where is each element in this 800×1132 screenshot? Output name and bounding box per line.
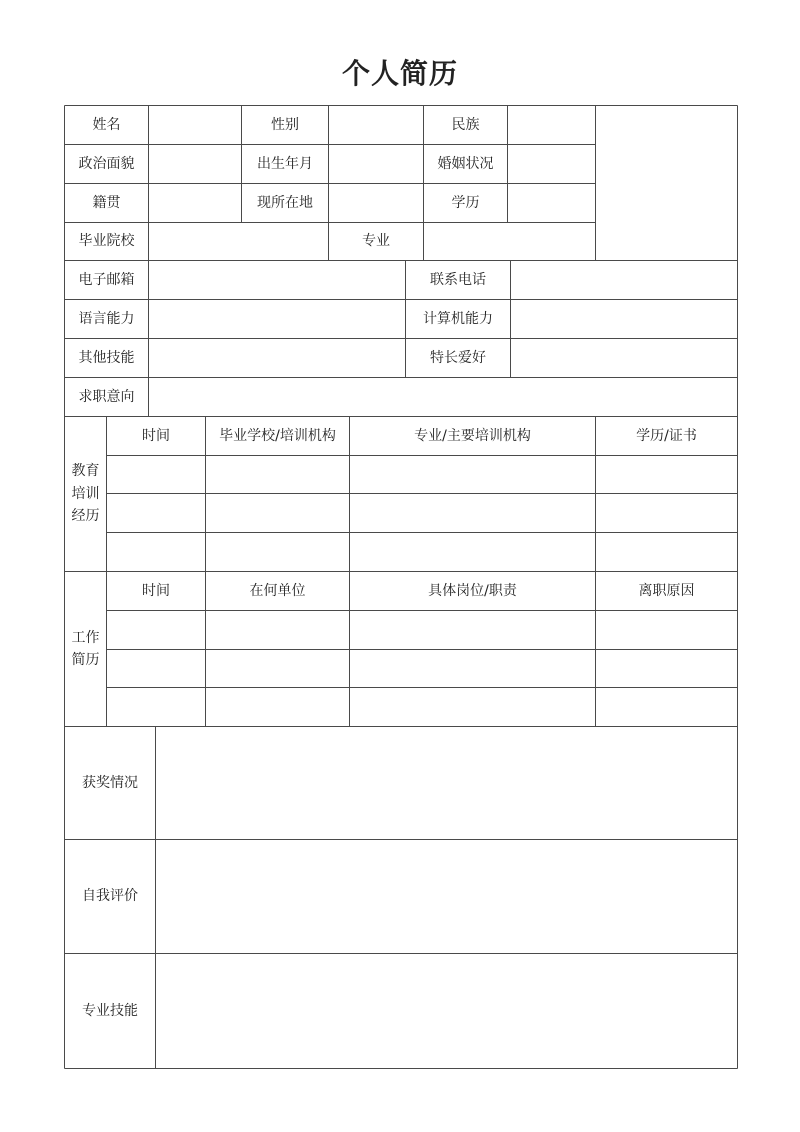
language-field[interactable] <box>149 300 405 338</box>
awards-label: 获奖情况 <box>82 774 138 791</box>
awards-field[interactable] <box>156 727 737 839</box>
education-section-label-line: 教育 <box>71 463 100 480</box>
school-field[interactable] <box>149 223 328 260</box>
education-label: 学历 <box>451 194 480 211</box>
education-section-label <box>65 417 106 571</box>
work-header-leave-reason: 离职原因 <box>638 582 695 599</box>
marital-label: 婚姻状况 <box>437 155 494 172</box>
language-label: 语言能力 <box>78 310 135 327</box>
education-section-label-line: 培训 <box>71 485 100 502</box>
name-label: 姓名 <box>92 116 121 133</box>
phone-field[interactable] <box>511 261 737 299</box>
native-place-field[interactable] <box>149 184 241 222</box>
school-label: 毕业院校 <box>78 233 135 250</box>
birth-label: 出生年月 <box>257 155 313 172</box>
education-field[interactable] <box>508 184 595 222</box>
native-place-label: 籍贯 <box>92 194 121 211</box>
other-skills-label: 其他技能 <box>78 349 135 366</box>
self-evaluation-label: 自我评价 <box>82 888 138 905</box>
education-header-certificate: 学历/证书 <box>636 427 697 444</box>
birth-field[interactable] <box>329 145 423 183</box>
political-status-field[interactable] <box>149 145 241 183</box>
work-header-position: 具体岗位/职责 <box>428 582 517 599</box>
work-section-label <box>65 572 106 726</box>
education-header-school: 毕业学校/培训机构 <box>219 427 336 444</box>
job-intention-field[interactable] <box>149 378 737 416</box>
work-header-time: 时间 <box>142 582 170 599</box>
political-status-label: 政治面貌 <box>78 155 135 172</box>
current-location-label: 现所在地 <box>257 194 313 211</box>
current-location-field[interactable] <box>329 184 423 222</box>
gender-field[interactable] <box>329 106 423 144</box>
marital-field[interactable] <box>508 145 595 183</box>
ethnicity-label: 民族 <box>451 116 480 133</box>
other-skills-field[interactable] <box>149 339 405 377</box>
education-header-time: 时间 <box>142 427 170 444</box>
work-section-label-line: 简历 <box>71 652 100 668</box>
resume-title: 个人简历 <box>341 57 458 90</box>
phone-label: 联系电话 <box>430 271 486 288</box>
computer-skill-label: 计算机能力 <box>423 310 493 327</box>
professional-skills-field[interactable] <box>156 954 737 1068</box>
major-field[interactable] <box>424 223 595 260</box>
computer-skill-field[interactable] <box>511 300 737 338</box>
professional-skills-label: 专业技能 <box>82 1002 138 1019</box>
education-section-label-line: 经历 <box>71 508 100 525</box>
work-section-label-line: 工作 <box>71 629 100 646</box>
photo-box[interactable] <box>596 106 737 260</box>
email-field[interactable] <box>149 261 405 299</box>
ethnicity-field[interactable] <box>508 106 595 144</box>
education-header-major: 专业/主要培训机构 <box>414 427 531 444</box>
self-evaluation-field[interactable] <box>156 840 737 953</box>
hobbies-field[interactable] <box>511 339 737 377</box>
job-intention-label: 求职意向 <box>78 388 135 405</box>
name-field[interactable] <box>149 106 241 144</box>
hobbies-label: 特长爱好 <box>430 349 486 366</box>
email-label: 电子邮箱 <box>78 271 135 288</box>
gender-label: 性别 <box>271 116 299 133</box>
major-label: 专业 <box>362 233 390 250</box>
work-header-company: 在何单位 <box>249 582 306 599</box>
